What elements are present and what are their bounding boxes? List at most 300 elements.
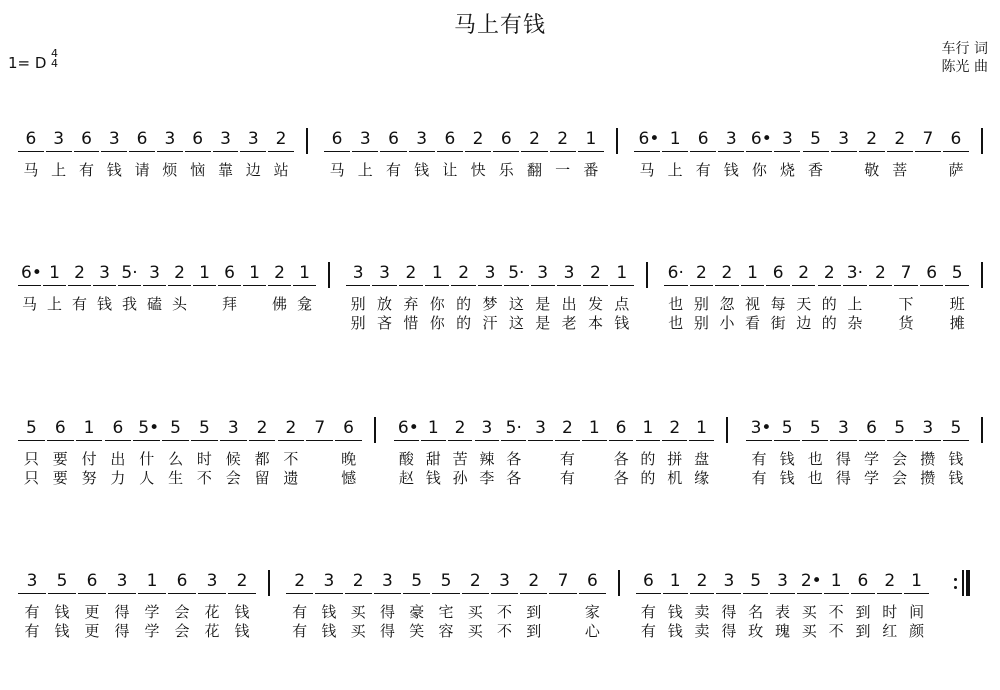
measure [630, 570, 935, 690]
beam-line [74, 151, 100, 152]
lyric-char: 弃 [403, 295, 419, 313]
repeat-dot [954, 578, 957, 581]
note: 2 [469, 571, 481, 591]
lyric-char: 有 [385, 161, 401, 179]
note: 5 [750, 571, 762, 591]
measure [388, 417, 720, 537]
beam-line [394, 440, 419, 441]
beam-line [831, 151, 857, 152]
lyric-char: 得 [114, 603, 130, 621]
lyric-char: 你 [429, 295, 445, 313]
beam-line [915, 151, 941, 152]
lyric-char: 不 [497, 603, 513, 621]
beam-line [133, 440, 160, 441]
note: 6 [697, 129, 709, 149]
note: 3 [484, 263, 496, 283]
note: 6• [397, 418, 419, 438]
score-system [0, 570, 1000, 690]
note: 6 [772, 263, 784, 283]
lyric-char: 老 [561, 314, 577, 332]
note: 5• [138, 418, 160, 438]
lyric-char: 这 [508, 314, 524, 332]
lyric-char: 机 [667, 469, 683, 487]
bar-line [726, 417, 728, 443]
beam-line [191, 440, 218, 441]
time-signature-top: 4 [51, 47, 58, 60]
note: 6 [331, 129, 343, 149]
note: 2 [894, 129, 906, 149]
lyric-char: 买 [467, 622, 483, 640]
note: 5 [198, 418, 210, 438]
lyric-char: 买 [350, 622, 366, 640]
beam-line [774, 151, 800, 152]
beam-line [636, 440, 661, 441]
lyric-char: 佛 [271, 295, 287, 313]
lyric-char: 发 [587, 295, 603, 313]
note: 2 [866, 129, 878, 149]
bar-line [374, 417, 376, 443]
note: 5 [810, 129, 821, 149]
note: 5 [56, 571, 68, 591]
lyric-char: 有 [24, 622, 40, 640]
note: 1 [427, 418, 439, 438]
note: 5 [809, 418, 821, 438]
score-system [0, 417, 1000, 537]
lyric-char: 别 [350, 295, 366, 313]
beam-line [448, 440, 473, 441]
note: 5· [508, 263, 525, 283]
lyric-char: 容 [438, 622, 454, 640]
note: 6 [343, 418, 354, 438]
lyric-char: 的 [821, 314, 837, 332]
lyric-char: 恼 [190, 161, 206, 179]
lyric-char: 钱 [948, 469, 964, 487]
lyric-char: 出 [110, 450, 126, 468]
beam-line [770, 593, 795, 594]
lyric-char: 钱 [234, 622, 250, 640]
note: 6 [615, 418, 627, 438]
beam-line [877, 593, 902, 594]
lyric-char: 边 [245, 161, 261, 179]
lyric-char: 到 [855, 603, 871, 621]
lyric-char: 会 [225, 469, 241, 487]
beam-line [346, 285, 370, 286]
note: 3 [116, 571, 128, 591]
beam-line [93, 285, 116, 286]
bar-line [646, 262, 648, 288]
note: 2 [236, 571, 248, 591]
note: 2 [557, 129, 569, 149]
beam-line [797, 593, 822, 594]
lyric-char: 盘 [694, 450, 710, 468]
lyric-char: 到 [526, 603, 542, 621]
beam-line [143, 285, 166, 286]
thick-barline [966, 570, 970, 596]
lyric-char: 会 [174, 622, 190, 640]
lyric-char: 一 [555, 161, 571, 179]
note: 3 [379, 263, 390, 283]
lyric-char: 人 [139, 469, 155, 487]
note: 3 [164, 129, 176, 149]
lyric-char: 烧 [779, 161, 795, 179]
lyric-char: 会 [892, 450, 908, 468]
note: 3 [922, 418, 934, 438]
note: 5 [951, 263, 963, 283]
lyric-char: 靠 [217, 161, 233, 179]
lyric-char: 攒 [920, 469, 936, 487]
lyric-char: 货 [898, 314, 914, 332]
lyric-char: 孙 [452, 469, 468, 487]
beam-line [743, 593, 768, 594]
lyric-char: 每 [770, 295, 786, 313]
note: 7 [922, 129, 934, 149]
beam-line [555, 440, 580, 441]
lyric-char: 的 [821, 295, 837, 313]
lyric-char: 让 [442, 161, 458, 179]
beam-line [521, 151, 547, 152]
beam-line [18, 440, 45, 441]
lyric-char: 只 [23, 450, 39, 468]
lyric-char: 到 [855, 622, 871, 640]
lyric-char: 钱 [54, 622, 70, 640]
lyric-char: 憾 [341, 469, 357, 487]
lyric-char: 有 [292, 622, 308, 640]
beam-line [213, 151, 239, 152]
lyric-char: 到 [526, 622, 542, 640]
beam-line [345, 593, 372, 594]
beam-line [582, 440, 607, 441]
lyric-char: 忽 [719, 295, 735, 313]
note: 7 [900, 263, 912, 283]
beam-line [843, 285, 867, 286]
beam-line [76, 440, 103, 441]
beam-line [634, 151, 660, 152]
lyric-char: 有 [559, 469, 575, 487]
beam-line [528, 440, 553, 441]
beam-line [690, 285, 714, 286]
lyric-char: 有 [78, 161, 94, 179]
note: 5 [411, 571, 423, 591]
lyric-char: 颜 [909, 622, 925, 640]
thin-barline [962, 570, 964, 596]
beam-line [268, 151, 294, 152]
note: 6 [136, 129, 148, 149]
note: 1 [83, 418, 95, 438]
measure [740, 417, 975, 537]
lyric-char: 马 [639, 161, 655, 179]
bar-line [306, 128, 308, 154]
beam-line [915, 440, 941, 441]
bar-line [618, 570, 620, 596]
lyric-char: 瑰 [774, 622, 790, 640]
lyric-char: 付 [81, 450, 97, 468]
lyric-char: 什 [139, 450, 155, 468]
beam-line [920, 285, 944, 286]
lyric-char: 乐 [498, 161, 514, 179]
beam-line [504, 285, 528, 286]
note: 1 [616, 263, 628, 283]
beam-line [716, 593, 741, 594]
beam-line [18, 593, 46, 594]
note: 3 [777, 571, 788, 591]
note: 2 [529, 129, 540, 149]
note: 6• [638, 129, 660, 149]
note: 3 [227, 418, 239, 438]
lyric-char: 有 [640, 622, 656, 640]
lyric-char: 都 [254, 450, 270, 468]
lyric-char: 上 [51, 161, 67, 179]
lyric-char: 卖 [694, 622, 710, 640]
lyric-char: 钱 [779, 469, 795, 487]
lyric-char: 各 [613, 450, 629, 468]
beam-line [859, 151, 885, 152]
lyric-char: 买 [801, 603, 817, 621]
time-signature [51, 49, 58, 69]
beam-line [129, 151, 155, 152]
bar-line [616, 128, 618, 154]
beam-line [689, 440, 714, 441]
lyric-char: 遗 [283, 469, 299, 487]
note: 3 [537, 263, 549, 283]
beam-line [374, 593, 401, 594]
lyric-char: 有 [292, 603, 308, 621]
note: 6· [667, 263, 684, 283]
lyric-char: 买 [350, 603, 366, 621]
lyric-char: 买 [467, 603, 483, 621]
beam-line [249, 440, 276, 441]
beam-line [718, 151, 744, 152]
lyric-char: 上 [667, 161, 683, 179]
note: 6 [54, 418, 66, 438]
lyric-char: 的 [640, 450, 656, 468]
lyric-char: 学 [864, 469, 880, 487]
note: 1 [49, 263, 60, 283]
lyric-char: 下 [898, 295, 914, 313]
beam-line [610, 285, 634, 286]
beam-line [451, 285, 475, 286]
lyric-char: 这 [508, 295, 524, 313]
beam-line [162, 440, 189, 441]
beam-line [550, 151, 576, 152]
lyric-char: 有 [751, 469, 767, 487]
beam-line [663, 593, 688, 594]
lyric-char: 只 [23, 469, 39, 487]
note: 2 [528, 571, 540, 591]
beam-line [475, 440, 500, 441]
beam-line [268, 285, 291, 286]
beam-line [904, 593, 929, 594]
repeat-dot [954, 586, 957, 589]
note: 3 [499, 571, 510, 591]
lyric-char: 钱 [667, 622, 683, 640]
measure [318, 128, 610, 248]
note: 3 [323, 571, 335, 591]
beam-line [943, 440, 969, 441]
note: 6 [950, 129, 962, 149]
lyric-char: 豪 [409, 603, 425, 621]
note: 3 [149, 263, 160, 283]
note: 6 [388, 129, 399, 149]
lyric-char: 钱 [106, 161, 122, 179]
note: 2 [405, 263, 417, 283]
lyric-char: 请 [134, 161, 150, 179]
lyric-char: 钱 [425, 469, 441, 487]
beam-line [774, 440, 800, 441]
lyric-char: 视 [745, 295, 761, 313]
lyric-char: 花 [204, 622, 220, 640]
beam-line [352, 151, 378, 152]
beam-line [887, 440, 913, 441]
lyric-char: 得 [835, 469, 851, 487]
beam-line [228, 593, 256, 594]
note: 1 [249, 263, 260, 283]
lyric-char: 各 [506, 469, 522, 487]
note: 3 [220, 129, 231, 149]
note: 6 [926, 263, 938, 283]
lyric-char: 马 [329, 161, 345, 179]
note: 1 [830, 571, 842, 591]
lyric-char: 有 [695, 161, 711, 179]
note: 1 [431, 263, 443, 283]
note: 2 [695, 263, 707, 283]
beam-line [335, 440, 362, 441]
lyric-char: 上 [847, 295, 863, 313]
key-signature: 1= D [8, 54, 47, 72]
note: 2 [74, 263, 85, 283]
measure [12, 128, 300, 248]
lyric-char: 宅 [438, 603, 454, 621]
lyric-char: 有 [559, 450, 575, 468]
beam-line [409, 151, 435, 152]
beam-line [399, 285, 423, 286]
beam-line [557, 285, 581, 286]
note: 1 [299, 263, 310, 283]
beam-line [741, 285, 765, 286]
beam-line [403, 593, 430, 594]
lyric-char: 更 [84, 603, 100, 621]
lyric-char: 要 [52, 469, 68, 487]
note: 3 [481, 418, 493, 438]
beam-line [18, 151, 44, 152]
note: 6 [192, 129, 204, 149]
measure [12, 262, 322, 382]
beam-line [315, 593, 342, 594]
note: 3 [108, 129, 120, 149]
note: 6 [86, 571, 98, 591]
note: 6 [112, 418, 124, 438]
lyric-char: 辣 [479, 450, 495, 468]
lyric-char: 烦 [162, 161, 178, 179]
lyric-char: 上 [46, 295, 62, 313]
note: 1 [669, 129, 681, 149]
note: 3 [247, 129, 259, 149]
beam-line [690, 593, 715, 594]
note: 5 [170, 418, 181, 438]
note: 2 [561, 418, 573, 438]
beam-line [662, 151, 688, 152]
note: 5 [781, 418, 793, 438]
lyric-char: 不 [828, 622, 844, 640]
lyric-char: 上 [357, 161, 373, 179]
beam-line [662, 440, 687, 441]
lyric-char: 我 [121, 295, 137, 313]
note: 2 [823, 263, 835, 283]
beam-line [578, 151, 604, 152]
lyric-char: 也 [807, 469, 823, 487]
beam-line [47, 440, 74, 441]
beam-line [138, 593, 166, 594]
lyric-char: 的 [640, 469, 656, 487]
note: 2 [590, 263, 601, 283]
lyric-char: 甜 [425, 450, 441, 468]
lyric-char: 得 [835, 450, 851, 468]
lyric-char: 钱 [321, 603, 337, 621]
lyric-char: 番 [583, 161, 599, 179]
lyric-char: 李 [479, 469, 495, 487]
bar-line [981, 262, 983, 288]
note: 6 [25, 129, 37, 149]
lyric-char: 钱 [779, 450, 795, 468]
note: 2 [174, 263, 185, 283]
beam-line [425, 285, 449, 286]
song-title: 马上有钱 [453, 13, 546, 38]
bar-line [268, 570, 270, 596]
measure [12, 417, 368, 537]
note: 3 [782, 129, 793, 149]
lyric-char: 赵 [398, 469, 414, 487]
note: 2 [275, 129, 287, 149]
beam-line [636, 593, 661, 594]
lyric-char: 钱 [321, 622, 337, 640]
note: 2 [285, 418, 297, 438]
bar-line [981, 417, 983, 443]
lyric-char: 缘 [694, 469, 710, 487]
beam-line [240, 151, 266, 152]
measure [280, 570, 612, 690]
lyric-char: 不 [196, 469, 212, 487]
note: 6 [857, 571, 869, 591]
lyric-char: 苦 [452, 450, 468, 468]
lyric-char: 学 [144, 603, 160, 621]
lyric-char: 得 [379, 603, 395, 621]
note: 2 [669, 418, 681, 438]
lyric-char: 会 [892, 469, 908, 487]
lyric-char: 本 [587, 314, 603, 332]
beam-line [894, 285, 918, 286]
note: 3 [535, 418, 546, 438]
measure [628, 128, 975, 248]
note: 3 [206, 571, 218, 591]
lyric-char: 得 [721, 622, 737, 640]
lyric-char: 有 [640, 603, 656, 621]
note: 1 [199, 263, 210, 283]
note: 2 [884, 571, 896, 591]
beam-line [118, 285, 141, 286]
lyric-char: 留 [254, 469, 270, 487]
lyric-char: 有 [24, 603, 40, 621]
score-system [0, 262, 1000, 382]
beam-line [168, 593, 196, 594]
credits [942, 40, 988, 76]
beam-line [243, 285, 266, 286]
note: 5 [440, 571, 452, 591]
lyric-char: 买 [801, 622, 817, 640]
note: 3 [563, 263, 575, 283]
beam-line [465, 151, 491, 152]
lyric-char: 要 [52, 450, 68, 468]
beam-line [48, 593, 76, 594]
beam-line [462, 593, 489, 594]
